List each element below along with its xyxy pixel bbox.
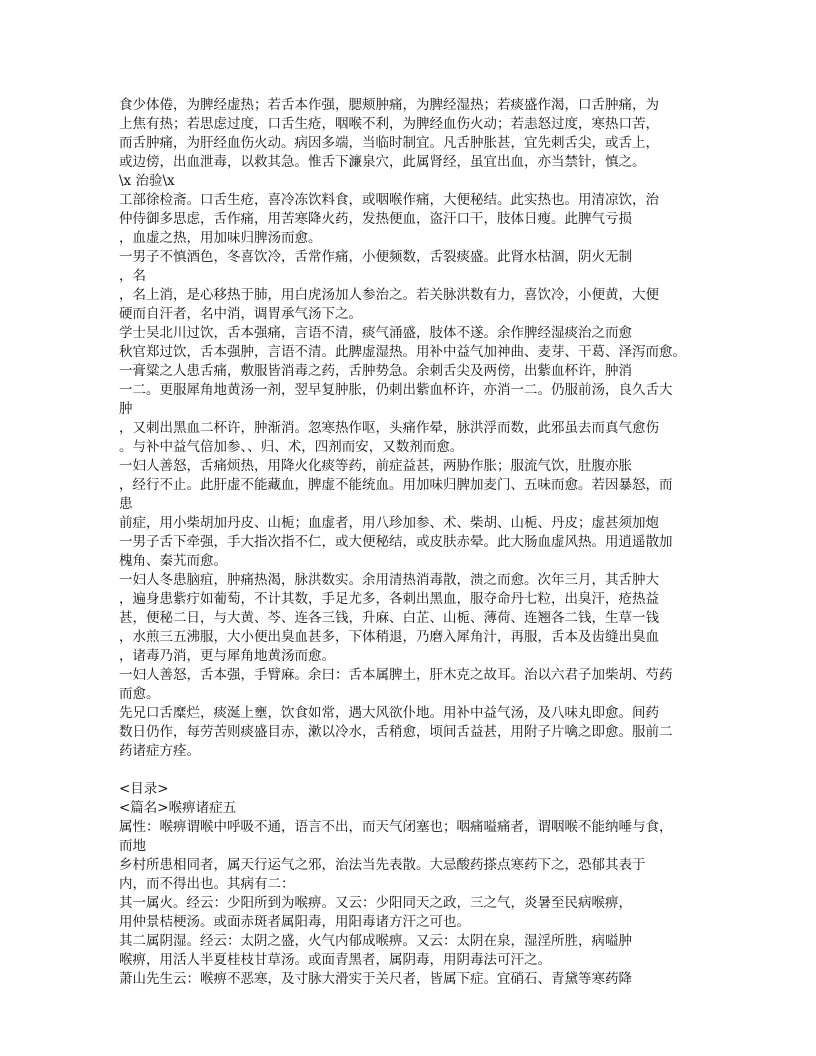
text-line: ，水煎三五沸服，大小便出臭血甚多，下体稍退，乃磨入犀角汁，再服，舌本及齿缝出臭血 (119, 629, 659, 645)
text-line: 患 (119, 496, 133, 512)
text-line: 内，而不得出也。其病有二： (119, 876, 295, 892)
treatment-cases-section (119, 96, 709, 761)
text-line: 前症，用小柴胡加丹皮、山栀；血虚者，用八珍加参、术、柴胡、山栀、丹皮；虚甚须加炮 (119, 515, 659, 531)
text-line: ，又刺出黑血二杯许，肿渐消。忽寒热作呕，头痛作晕，脉洪浮而数，此邪虽去而真气愈伤 (119, 420, 659, 436)
text-line: 甚，便秘二日，与大黄、芩、连各三钱，升麻、白芷、山栀、薄荷、连翘各二钱，生草一钱 (119, 610, 659, 626)
text-line: 乡村所患相同者，属天行运气之邪，治法当先表散。大忌酸药搽点寒药下之，恐郁其表于 (119, 857, 646, 873)
text-line: ，诸毒乃消，更与犀角地黄汤而愈。 (119, 648, 335, 664)
text-line: 一二。更服犀角地黄汤一剂，翌早复肿胀，仍刺出紫血杯许，亦消一二。仍服前汤，良久舌大 (119, 382, 673, 398)
text-line: 而地 (119, 838, 146, 854)
text-line: 。与补中益气倍加参、、归、术，四剂而安，又数剂而愈。 (119, 439, 464, 455)
text-line: 工部徐检斋。口舌生疮，喜冷冻饮料食，或咽喉作痛，大便秘结。此实热也。用清凉饮，治 (119, 192, 659, 208)
text-line: ，名 (119, 268, 146, 284)
text-line: 而愈。 (119, 686, 160, 702)
document-page (119, 96, 709, 989)
text-line: 硬而自汗者，名中消，调胃承气汤下之。 (119, 306, 362, 322)
text-line: 其二属阴湿。经云：太阴之盛，火气内郁成喉痹。又云：太阴在泉，湿淫所胜，病嗌肿 (119, 933, 632, 949)
text-line: 一膏粱之人患舌痛，敷服皆消毒之药，舌肿势急。余刺舌尖及两傍，出紫血杯许，肿消 (119, 363, 632, 379)
text-line: 秋官郑过饮，舌本强肿，言语不清。此脾虚湿热。用补中益气加神曲、麦芽、干葛、泽泻而愈。 (119, 344, 686, 360)
text-line: 而舌肿痛，为肝经血伤火动。病因多端，当临时制宜。凡舌肿胀甚，宜先刺舌尖，或舌上， (119, 135, 659, 151)
text-line: 食少体倦，为脾经虚热；若舌本作强，腮颊肿痛，为脾经湿热；若痰盛作渴，口舌肿痛，为 (119, 97, 659, 113)
text-line: 一妇人善怒，舌痛烦热，用降火化痰等药，前症益甚，两胁作胀；服流气饮，肚腹亦胀 (119, 458, 632, 474)
text-line: 学士吴北川过饮，舌本强痛，言语不清，痰气涌盛，肢体不遂。余作脾经湿痰治之而愈 (119, 325, 632, 341)
section-gap (119, 761, 709, 780)
text-line: 肿 (119, 401, 133, 417)
text-line: 上焦有热；若思虑过度，口舌生疮，咽喉不利，为脾经血伤火动；若恚怒过度，寒热口苦， (119, 116, 659, 132)
text-line: ，名上消，是心移热于肺，用白虎汤加人参治之。若关脉洪数有力，喜饮冷，小便黄，大便 (119, 287, 659, 303)
text-line: 萧山先生云：喉痹不恶寒，及寸脉大滑实于关尺者，皆属下症。宜硝石、青黛等寒药降 (119, 971, 632, 987)
text-line: 一男子不慎酒色，冬喜饮冷，舌常作痛，小便频数，舌裂痰盛。此肾水枯涸，阴火无制 (119, 249, 632, 265)
text-line: 属性：喉痹谓喉中呼吸不通，语言不出，而天气闭塞也；咽痛嗌痛者，谓咽喉不能纳唾与食， (119, 819, 673, 835)
text-line: 数日仍作，每劳苦则痰盛目赤，漱以冷水，舌稍愈，顷间舌益甚，用附子片噙之即愈。服前二 (119, 724, 673, 740)
text-line: <目录> (119, 781, 169, 797)
text-line: 喉痹，用活人半夏桂枝甘草汤。或面青黑者，属阴毒，用阴毒法可汗之。 (119, 952, 551, 968)
text-line: 槐角、秦艽而愈。 (119, 553, 227, 569)
text-line: 先兄口舌糜烂，痰涎上壅，饮食如常，遇大风欲仆地。用补中益气汤，及八味丸即愈。间药 (119, 705, 659, 721)
throat-disorders-section (119, 780, 709, 989)
text-line: <篇名>喉痹诸症五 (119, 800, 237, 816)
text-line: 用仲景桔梗汤。或面赤斑者属阳毒，用阳毒诸方汗之可也。 (119, 914, 470, 930)
text-line: 一男子舌下牵强，手大指次指不仁，或大便秘结，或皮肤赤晕。此大肠血虚风热。用逍遥散加 (119, 534, 673, 550)
text-line: ，血虚之热，用加味归脾汤而愈。 (119, 230, 322, 246)
text-line: 或边傍，出血泄毒，以救其急。惟舌下濂泉穴，此属肾经，虽宜出血，亦当禁针，慎之。 (119, 154, 646, 170)
text-line: 一妇人冬患脑疽，肿痛热渴，脉洪数实。余用清热消毒散，溃之而愈。次年三月，其舌肿大 (119, 572, 659, 588)
text-line: 仲侍御多思虑，舌作痛，用苦寒降火药，发热便血，盗汗口干，肢体日瘦。此脾气亏损 (119, 211, 632, 227)
text-line: \x 治验\x (119, 173, 175, 189)
text-line: 其一属火。经云：少阳所到为喉痹。又云：少阳同天之政，三之气，炎暑至民病喉痹， (119, 895, 632, 911)
text-line: 一妇人善怒，舌本强，手臂麻。余曰：舌本属脾土，肝木克之故耳。治以六君子加柴胡、芍药 (119, 667, 673, 683)
text-line: ，遍身患紫疔如葡萄，不计其数，手足尤多，各刺出黑血，服夺命丹七粒，出臭汗，疮热益 (119, 591, 659, 607)
text-line: ，经行不止。此肝虚不能藏血，脾虚不能统血。用加味归脾加麦门、五味而愈。若因暴怒，而 (119, 477, 673, 493)
text-line: 药诸症方痊。 (119, 743, 200, 759)
